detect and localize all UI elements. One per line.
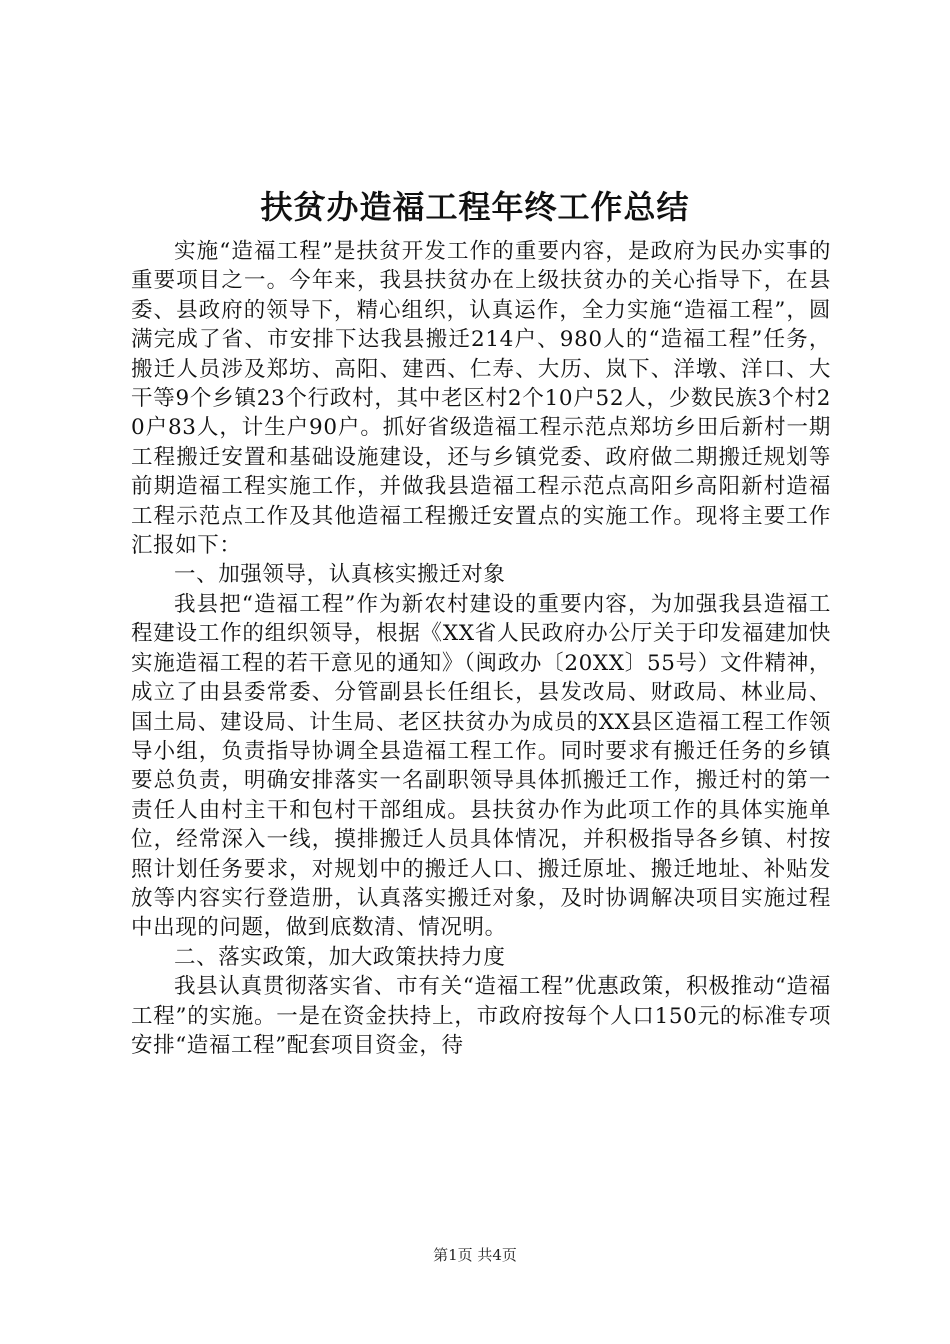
paragraph-section-1: 我县把“造福工程”作为新农村建设的重要内容，为加强我县造福工程建设工作的组织领导，根据《XX省人民政府办公厅关于印发福建加快实施造福工程的若干意见的通知》（闽政办〔20XX〕55号）文件精神，成立了由县委常委、分管副县长任组长，县发改局、财政局、林业局、国土局、建设局、计生局、老区扶贫办为成员的XX县区造福工程工作领导小组，负责指导协调全县造福工程工作。同时要求有搬迁任务的乡镇要总负责，明确安排落实一名副职领导具体抓搬迁工作，搬迁村的第一责任人由村主干和包村干部组成。县扶贫办作为此项工作的具体实施单位，经常深入一线，摸排搬迁人员具体情况，并积极指导各乡镇、村按照计划任务要求，对规划中的搬迁人口、搬迁原址、搬迁地址、补贴发放等内容实行登造册，认真落实搬迁对象，及时协调解决项目实施过程中出现的问题，做到底数清、情况明。: [131, 591, 831, 941]
section-heading-1: 一、加强领导，认真核实搬迁对象: [174, 562, 506, 588]
paragraph-intro: 实施“造福工程”是扶贫开发工作的重要内容，是政府为民办实事的重要项目之一。今年来，我县扶贫办在上级扶贫办的关心指导下，在县委、县政府的领导下，精心组织，认真运作，全力实施“造福工程”，圆满完成了省、市安排下达我县搬迁214户、980人的“造福工程”任务，搬迁人员涉及郑坊、高阳、建西、仁寿、大历、岚下、洋墩、洋口、大干等9个乡镇23个行政村，其中老区村2个10户52人，少数民族3个村20户83人，计生户90户。抓好省级造福工程示范点郑坊乡田后新村一期工程搬迁安置和基础设施建设，还与乡镇党委、政府做二期搬迁规划等前期造福工程实施工作，并做我县造福工程示范点高阳乡高阳新村造福工程示范点工作及其他造福工程搬迁安置点的实施工作。现将主要工作汇报如下：: [131, 239, 831, 559]
document-title: 扶贫办造福工程年终工作总结: [260, 188, 690, 226]
page-footer: 第1页 共4页: [433, 1246, 517, 1264]
section-heading-2: 二、落实政策，加大政策扶持力度: [174, 944, 506, 970]
paragraph-section-2: 我县认真贯彻落实省、市有关“造福工程”优惠政策，积极推动“造福工程”的实施。一是在资金扶持上，市政府按每个人口150元的标准专项安排“造福工程”配套项目资金，待: [131, 974, 831, 1058]
document-body: [131, 237, 831, 1060]
